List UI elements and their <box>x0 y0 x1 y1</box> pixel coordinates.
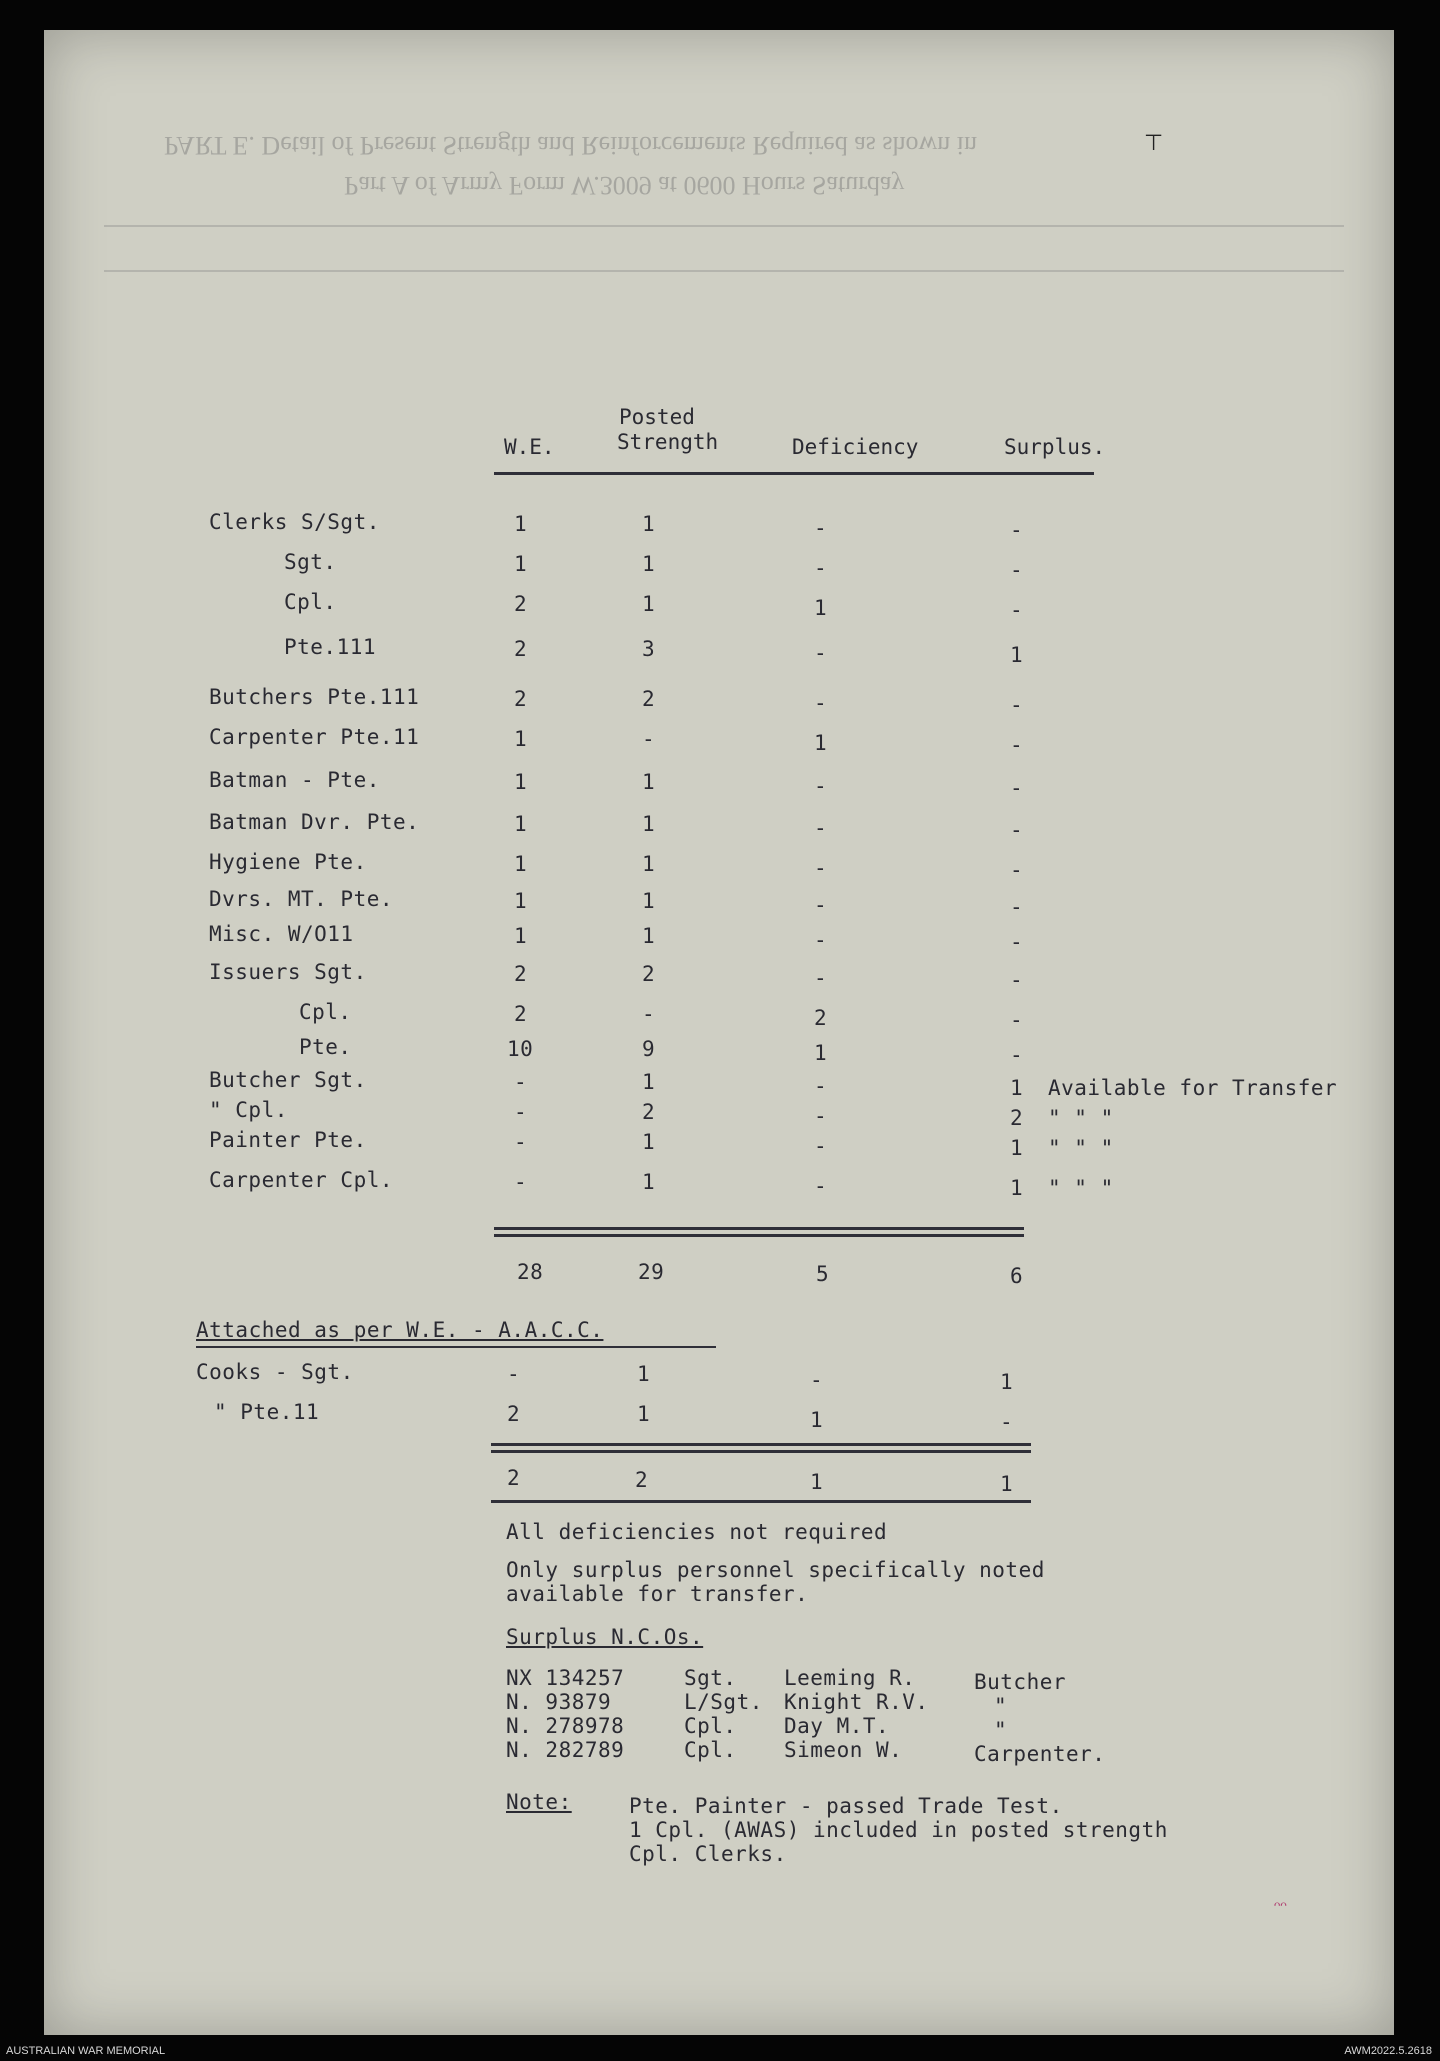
row-posted: 1 <box>642 1170 656 1194</box>
row-label: Sgt. <box>284 550 337 574</box>
row-deficiency: - <box>814 1174 828 1198</box>
row-note: Available for Transfer <box>1048 1076 1338 1100</box>
nco-name: Simeon W. <box>784 1738 903 1762</box>
row-we: 1 <box>514 889 528 913</box>
row-deficiency: - <box>814 691 828 715</box>
nco-rank: Sgt. <box>684 1666 737 1690</box>
totals-rule-bottom <box>494 1234 1024 1237</box>
note-label: Note: <box>506 1790 572 1814</box>
nco-rank: L/Sgt. <box>684 1690 763 1714</box>
row-posted: 1 <box>642 770 656 794</box>
attached-row-we: 2 <box>507 1402 521 1426</box>
surplus-ncos-heading: Surplus N.C.Os. <box>506 1625 704 1649</box>
row-we: 1 <box>514 512 528 536</box>
row-label: Clerks S/Sgt. <box>209 510 380 534</box>
note-line-2: 1 Cpl. (AWAS) included in posted strength <box>629 1818 1168 1842</box>
row-posted: - <box>642 727 656 751</box>
header-we: W.E. <box>504 435 555 459</box>
row-posted: 2 <box>642 962 656 986</box>
row-deficiency: - <box>814 1074 828 1098</box>
row-surplus: - <box>1010 693 1024 717</box>
row-posted: 1 <box>642 1130 656 1154</box>
row-we: 1 <box>514 552 528 576</box>
attached-row-label: Cooks - Sgt. <box>196 1360 354 1384</box>
header-posted-top: Posted <box>619 405 695 429</box>
row-we: 2 <box>514 687 528 711</box>
row-label: Carpenter Pte.11 <box>209 725 420 749</box>
row-posted: 1 <box>642 552 656 576</box>
row-surplus: 2 <box>1010 1106 1024 1130</box>
bleed-through-line-1: PART E. Detail of Present Strength and Reinforcements Required as shown in <box>164 131 977 160</box>
row-deficiency: 2 <box>814 1006 828 1030</box>
row-we: - <box>514 1170 528 1194</box>
total-we: 28 <box>517 1260 544 1284</box>
row-posted: 1 <box>642 889 656 913</box>
row-label: Batman - Pte. <box>209 768 380 792</box>
nco-trade: " <box>994 1718 1008 1742</box>
row-posted: 1 <box>642 852 656 876</box>
row-label: Painter Pte. <box>209 1128 367 1152</box>
nco-number: N. 282789 <box>506 1738 625 1762</box>
row-label: Cpl. <box>299 1000 352 1024</box>
row-we: 1 <box>514 812 528 836</box>
attached-totals-underline <box>491 1500 1031 1503</box>
row-deficiency: - <box>814 556 828 580</box>
row-posted: 2 <box>642 1100 656 1124</box>
row-surplus: - <box>1010 1043 1024 1067</box>
footer-left: AUSTRALIAN WAR MEMORIAL <box>6 2045 166 2057</box>
row-label: Dvrs. MT. Pte. <box>209 887 394 911</box>
row-surplus: - <box>1010 776 1024 800</box>
row-we: 1 <box>514 727 528 751</box>
nco-number: NX 134257 <box>506 1666 625 1690</box>
row-we: 2 <box>514 962 528 986</box>
row-label: Carpenter Cpl. <box>209 1168 394 1192</box>
attached-row-posted: 1 <box>637 1402 651 1426</box>
nco-name: Leeming R. <box>784 1666 916 1690</box>
row-posted: 9 <box>642 1037 656 1061</box>
footer-right: AWM2022.5.2618 <box>1344 2045 1432 2057</box>
row-label: Hygiene Pte. <box>209 850 367 874</box>
bleed-through-rule <box>104 270 1344 272</box>
row-surplus: - <box>1010 733 1024 757</box>
row-surplus: 1 <box>1010 643 1024 667</box>
row-posted: 3 <box>642 637 656 661</box>
attached-row-label: " Pte.11 <box>214 1400 320 1424</box>
header-underline <box>494 472 1094 475</box>
nco-trade: Butcher <box>974 1670 1067 1694</box>
attached-row-deficiency: - <box>810 1368 824 1392</box>
total-deficiency: 5 <box>816 1262 830 1286</box>
row-surplus: - <box>1010 1008 1024 1032</box>
attached-row-surplus: - <box>1000 1410 1014 1434</box>
note-line-1: Pte. Painter - passed Trade Test. <box>629 1794 1063 1818</box>
row-we: 2 <box>514 1002 528 1026</box>
row-label: Butchers Pte.111 <box>209 685 420 709</box>
row-deficiency: - <box>814 1104 828 1128</box>
row-we: 2 <box>514 637 528 661</box>
bleed-through-line-2: Part A of Army Form W.3009 at 0600 Hours Saturday <box>344 171 905 200</box>
nco-name: Knight R.V. <box>784 1690 929 1714</box>
nco-trade: " <box>994 1694 1008 1718</box>
attached-total-deficiency: 1 <box>810 1470 824 1494</box>
nco-number: N. 278978 <box>506 1714 625 1738</box>
nco-rank: Cpl. <box>684 1714 737 1738</box>
nco-rank: Cpl. <box>684 1738 737 1762</box>
row-we: 1 <box>514 770 528 794</box>
row-deficiency: - <box>814 641 828 665</box>
totals-rule-top <box>494 1227 1024 1230</box>
row-posted: 1 <box>642 924 656 948</box>
row-label: Misc. W/O11 <box>209 922 354 946</box>
attached-total-surplus: 1 <box>1000 1472 1014 1496</box>
row-we: - <box>514 1100 528 1124</box>
total-surplus: 6 <box>1010 1264 1024 1288</box>
row-note: " " " <box>1048 1106 1114 1130</box>
row-label: Pte. <box>299 1035 352 1059</box>
header-deficiency: Deficiency <box>792 435 919 459</box>
row-deficiency: - <box>814 516 828 540</box>
row-posted: 1 <box>642 512 656 536</box>
row-deficiency: - <box>814 893 828 917</box>
row-deficiency: - <box>814 966 828 990</box>
row-we: 1 <box>514 924 528 948</box>
row-deficiency: - <box>814 856 828 880</box>
row-surplus: 1 <box>1010 1136 1024 1160</box>
bleed-through-rule <box>104 225 1344 227</box>
row-posted: - <box>642 1002 656 1026</box>
row-surplus: - <box>1010 518 1024 542</box>
attached-row-we: - <box>507 1362 521 1386</box>
row-note: " " " <box>1048 1136 1114 1160</box>
row-label: Pte.111 <box>284 635 377 659</box>
row-we: 2 <box>514 592 528 616</box>
row-deficiency: - <box>814 928 828 952</box>
attached-row-posted: 1 <box>637 1362 651 1386</box>
note-line-3: Cpl. Clerks. <box>629 1842 787 1866</box>
row-label: Issuers Sgt. <box>209 960 367 984</box>
row-surplus: - <box>1010 858 1024 882</box>
row-surplus: - <box>1010 598 1024 622</box>
row-surplus: - <box>1010 558 1024 582</box>
nco-trade: Carpenter. <box>974 1742 1106 1766</box>
attached-total-we: 2 <box>507 1466 521 1490</box>
row-we: - <box>514 1070 528 1094</box>
row-surplus: - <box>1010 895 1024 919</box>
attached-totals-rule-bottom <box>491 1450 1031 1453</box>
row-label: " Cpl. <box>209 1098 288 1122</box>
remark-line-1: All deficiencies not required <box>506 1520 888 1544</box>
row-deficiency: 1 <box>814 596 828 620</box>
row-surplus: 1 <box>1010 1176 1024 1200</box>
attached-row-deficiency: 1 <box>810 1408 824 1432</box>
header-posted-bottom: Strength <box>617 430 719 454</box>
attached-totals-rule-top <box>491 1443 1031 1446</box>
row-we: 10 <box>507 1037 534 1061</box>
nco-number: N. 93879 <box>506 1690 612 1714</box>
nco-name: Day M.T. <box>784 1714 890 1738</box>
row-surplus: - <box>1010 930 1024 954</box>
attached-heading-rule <box>196 1346 716 1348</box>
total-posted: 29 <box>638 1260 665 1284</box>
remark-line-2: Only surplus personnel specifically noted <box>506 1558 1045 1582</box>
attached-heading: Attached as per W.E. - A.A.C.C. <box>196 1318 604 1342</box>
attached-total-posted: 2 <box>635 1468 649 1492</box>
remark-line-3: available for transfer. <box>506 1582 809 1606</box>
row-we: - <box>514 1130 528 1154</box>
row-posted: 1 <box>642 592 656 616</box>
row-surplus: - <box>1010 968 1024 992</box>
ink-mark: ⊤ <box>1144 130 1164 155</box>
header-surplus: Surplus. <box>1004 435 1106 459</box>
attached-row-surplus: 1 <box>1000 1370 1014 1394</box>
row-deficiency: - <box>814 816 828 840</box>
document-page <box>44 30 1394 2035</box>
row-deficiency: 1 <box>814 1041 828 1065</box>
row-posted: 1 <box>642 812 656 836</box>
row-note: " " " <box>1048 1176 1114 1200</box>
row-surplus: - <box>1010 818 1024 842</box>
row-deficiency: - <box>814 774 828 798</box>
row-deficiency: 1 <box>814 731 828 755</box>
row-deficiency: - <box>814 1134 828 1158</box>
row-posted: 2 <box>642 687 656 711</box>
row-surplus: 1 <box>1010 1076 1024 1100</box>
ink-mark: ᵔᵔ <box>1274 1895 1287 1920</box>
row-posted: 1 <box>642 1070 656 1094</box>
row-label: Butcher Sgt. <box>209 1068 367 1092</box>
row-we: 1 <box>514 852 528 876</box>
row-label: Cpl. <box>284 590 337 614</box>
row-label: Batman Dvr. Pte. <box>209 810 420 834</box>
